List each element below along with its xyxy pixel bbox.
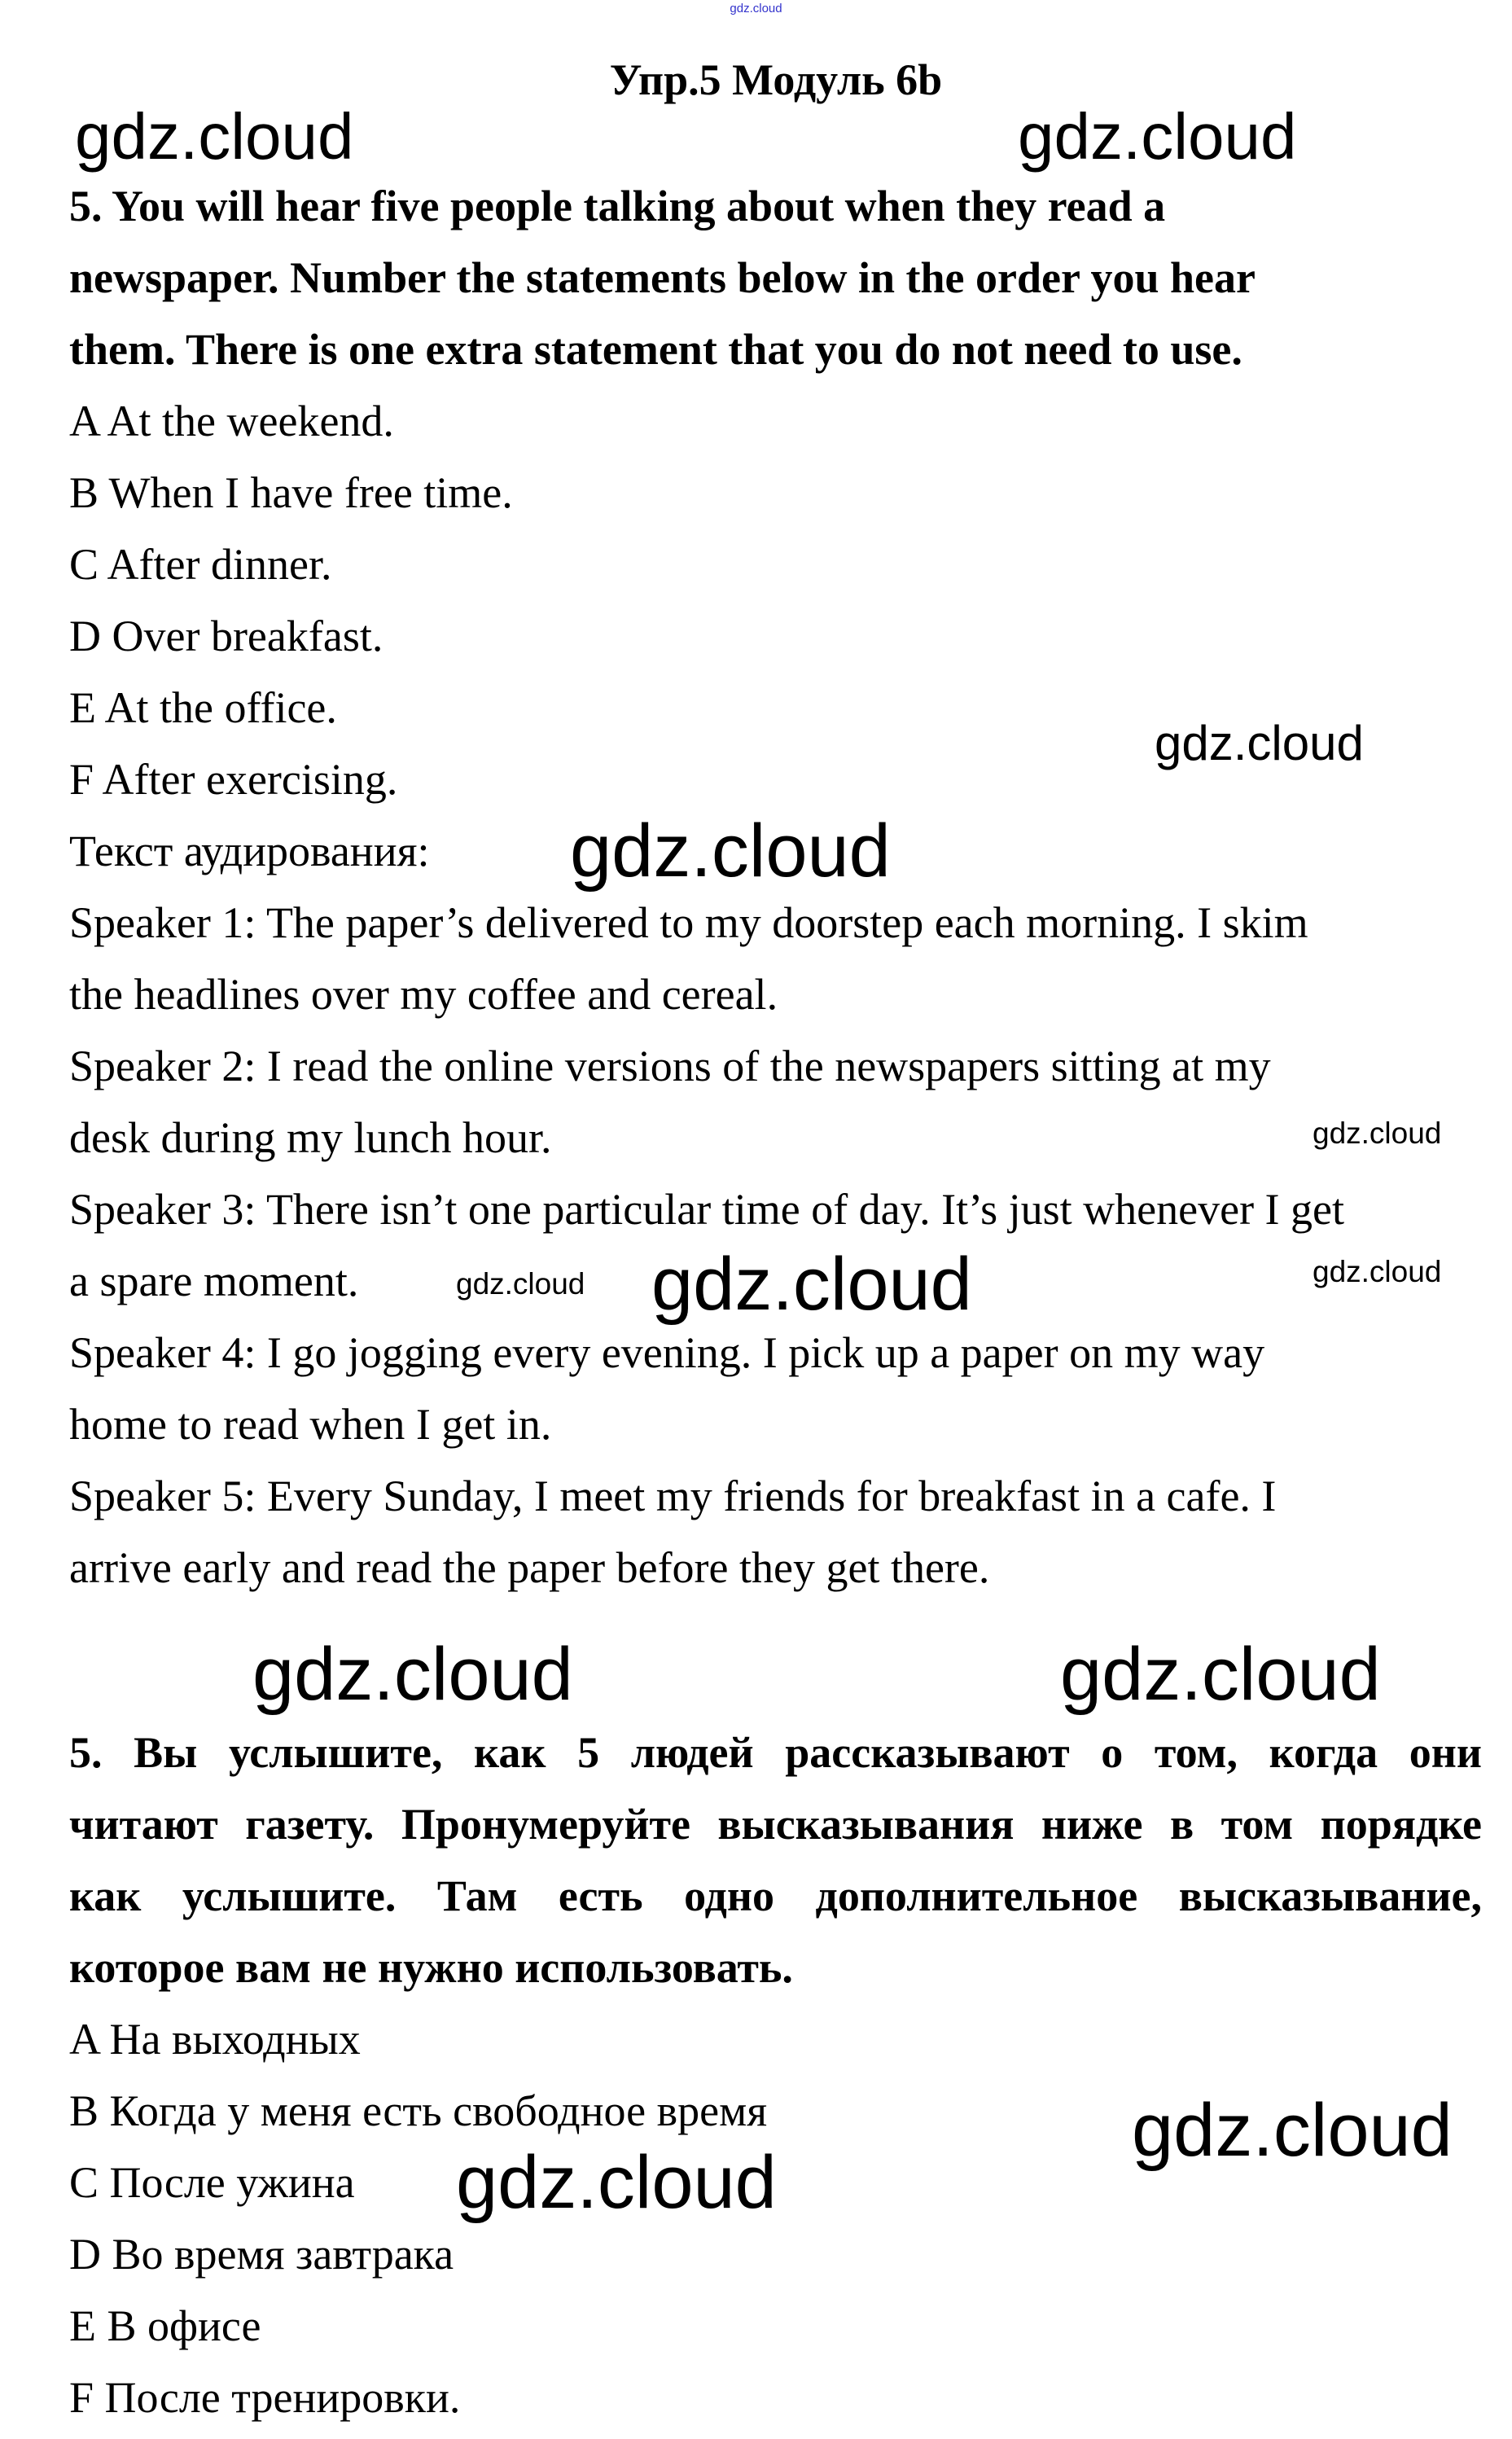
option-d-ru: D Во время завтрака [69,2230,454,2279]
option-b-ru: B Когда у меня есть свободное время [69,2086,768,2135]
watermark: gdz.cloud [1060,1633,1381,1716]
watermark: gdz.cloud [1155,716,1364,770]
option-d: D Over breakfast. [69,612,383,660]
transcript-line: Speaker 3: There isn’t one particular time of day. It’s just whenever I get [69,1185,1344,1234]
watermark: gdz.cloud [456,1267,585,1301]
option-b: B When I have free time. [69,468,513,517]
option-e: E At the office. [69,683,337,732]
option-f: F After exercising. [69,755,398,804]
russian-section [69,1717,1482,2433]
transcript-line: Speaker 2: I read the online versions of the newspapers sitting at my [69,1042,1271,1090]
transcript-line: Speaker 4: I go jogging every evening. I pick up a paper on my way [69,1328,1265,1377]
transcript-line: a spare moment. [69,1257,359,1305]
transcript-line: desk during my lunch hour. [69,1113,552,1162]
watermark: gdz.cloud [456,2141,777,2224]
top-watermark-link[interactable]: gdz.cloud [730,2,782,15]
page-title: Упр.5 Модуль 6b [609,55,943,104]
watermark: gdz.cloud [651,1243,972,1326]
task-line: 5. You will hear five people talking about when they read a [69,182,1166,230]
transcript-label: Текст аудирования: [69,827,430,875]
task-line: them. There is one extra statement that you do not need to use. [69,325,1242,374]
task-line-ru: 5. Вы услышите, как 5 людей рассказывают о том, когда они [69,1728,1482,1777]
watermark: gdz.cloud [1313,1116,1442,1150]
transcript-line: Speaker 5: Every Sunday, I meet my friends for breakfast in a cafe. I [69,1472,1277,1520]
option-a: A At the weekend. [69,397,394,445]
task-line-ru: как услышите. Там есть одно дополнительное высказывание, [69,1871,1482,1920]
option-c-ru: C После ужина [69,2158,355,2207]
watermark: gdz.cloud [570,809,891,893]
watermark: gdz.cloud [252,1633,573,1716]
option-c: C After dinner. [69,540,332,589]
watermark: gdz.cloud [1018,100,1297,173]
watermark: gdz.cloud [1313,1255,1442,1288]
option-a-ru: A На выходных [69,2015,361,2064]
option-e-ru: E В офисе [69,2301,261,2350]
transcript-line: the headlines over my coffee and cereal. [69,970,778,1019]
task-line-ru: читают газету. Пронумеруйте высказывания ниже в том порядке [69,1800,1482,1849]
watermark: gdz.cloud [75,100,354,173]
option-f-ru: F После тренировки. [69,2373,461,2422]
watermark: gdz.cloud [1132,2089,1453,2172]
transcript-line: Speaker 1: The paper’s delivered to my doorstep each morning. I skim [69,898,1308,947]
transcript-line: home to read when I get in. [69,1400,552,1449]
transcript-line: arrive early and read the paper before they get there. [69,1543,990,1592]
task-line: newspaper. Number the statements below in the order you hear [69,253,1256,302]
task-line-ru: которое вам не нужно использовать. [69,1943,793,1992]
